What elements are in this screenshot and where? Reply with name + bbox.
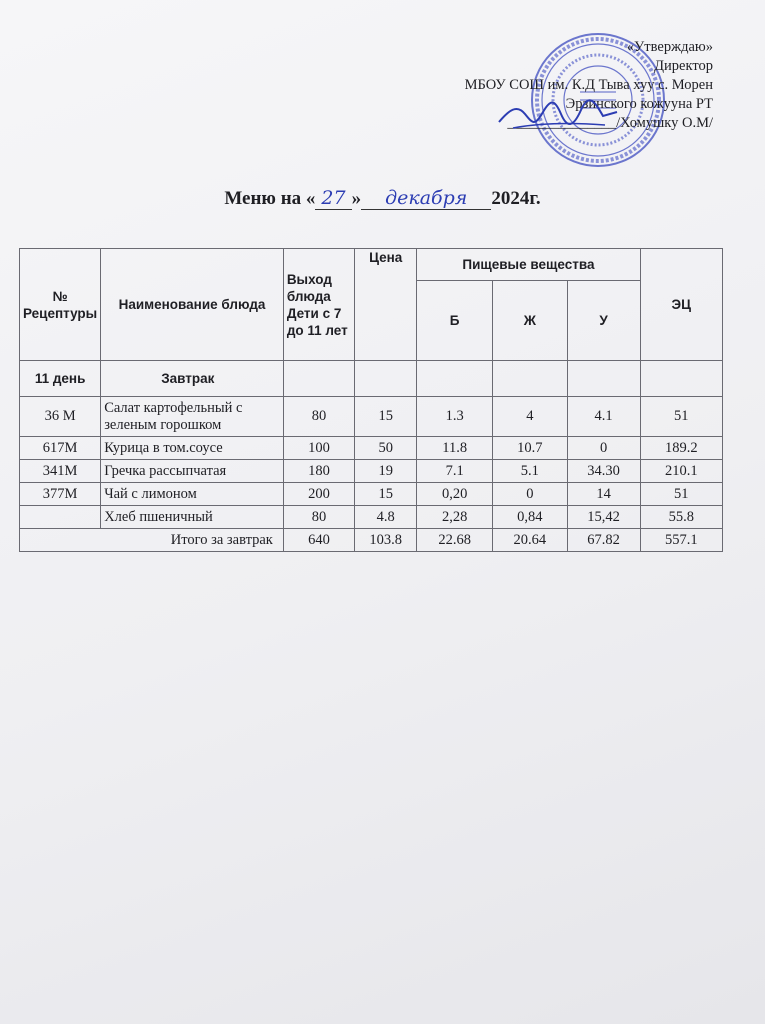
title-year: 2024г. <box>491 188 541 209</box>
row-protein: 0,20 <box>417 483 493 506</box>
row-recipe: 36 М <box>20 397 101 437</box>
row-fat: 4 <box>493 397 568 437</box>
row-name: Хлеб пшеничный <box>101 506 284 529</box>
handwritten-month: декабря <box>361 187 491 210</box>
table-row <box>20 437 723 460</box>
section-meal: Завтрак <box>101 361 284 397</box>
total-price: 103.8 <box>355 529 417 552</box>
row-energy: 189.2 <box>640 437 722 460</box>
header-yield: Выход блюда Дети с 7 до 11 лет <box>283 249 354 361</box>
row-price: 19 <box>355 460 417 483</box>
row-fat: 0,84 <box>493 506 568 529</box>
approval-school: МБОУ СОШ им. К.Д Тыва хуу с. Морен <box>464 77 713 93</box>
menu-table <box>19 248 723 552</box>
total-row <box>20 529 723 552</box>
table-row <box>20 460 723 483</box>
row-fat: 5.1 <box>493 460 568 483</box>
handwritten-signature-icon <box>495 92 620 136</box>
row-yield: 100 <box>283 437 354 460</box>
row-recipe: 617М <box>20 437 101 460</box>
row-yield: 200 <box>283 483 354 506</box>
table-row <box>20 397 723 437</box>
row-carbs: 34.30 <box>567 460 640 483</box>
header-nutrients: Пищевые вещества <box>417 249 640 281</box>
row-price: 15 <box>355 397 417 437</box>
header-carbs: У <box>567 281 640 361</box>
row-carbs: 4.1 <box>567 397 640 437</box>
row-yield: 180 <box>283 460 354 483</box>
title-middle: » <box>351 188 362 209</box>
header-row <box>20 249 723 281</box>
row-name: Гречка рассыпчатая <box>101 460 284 483</box>
row-price: 4.8 <box>355 506 417 529</box>
total-carbs: 67.82 <box>567 529 640 552</box>
row-recipe: 341М <box>20 460 101 483</box>
row-protein: 2,28 <box>417 506 493 529</box>
row-energy: 210.1 <box>640 460 722 483</box>
title-prefix: Меню на « <box>224 188 316 209</box>
section-day: 11 день <box>20 361 101 397</box>
total-protein: 22.68 <box>417 529 493 552</box>
row-name: Салат картофельный с зеленым горошком <box>101 397 284 437</box>
table-row <box>20 483 723 506</box>
total-label: Итого за завтрак <box>20 529 284 552</box>
table-row <box>20 506 723 529</box>
approval-district: Эрзинского кожууна РТ <box>565 96 713 112</box>
row-name: Чай с лимоном <box>101 483 284 506</box>
handwritten-day: 27 <box>315 187 351 210</box>
header-energy: ЭЦ <box>640 249 722 361</box>
header-fat: Ж <box>493 281 568 361</box>
row-carbs: 0 <box>567 437 640 460</box>
row-energy: 55.8 <box>640 506 722 529</box>
header-price: Цена <box>355 249 417 361</box>
section-row <box>20 361 723 397</box>
approval-signatory: _______________/Хомушку О.М/ <box>507 115 713 131</box>
header-recipe: № Рецептуры <box>20 249 101 361</box>
total-energy: 557.1 <box>640 529 722 552</box>
row-price: 15 <box>355 483 417 506</box>
approval-heading: «Утверждаю» <box>626 39 713 55</box>
row-yield: 80 <box>283 506 354 529</box>
total-yield: 640 <box>283 529 354 552</box>
row-protein: 11.8 <box>417 437 493 460</box>
row-recipe: 377М <box>20 483 101 506</box>
approval-position: Директор <box>654 58 713 74</box>
row-price: 50 <box>355 437 417 460</box>
row-protein: 7.1 <box>417 460 493 483</box>
row-fat: 10.7 <box>493 437 568 460</box>
row-energy: 51 <box>640 397 722 437</box>
row-recipe <box>20 506 101 529</box>
menu-title <box>0 187 765 210</box>
row-name: Курица в том.соусе <box>101 437 284 460</box>
row-fat: 0 <box>493 483 568 506</box>
header-protein: Б <box>417 281 493 361</box>
total-fat: 20.64 <box>493 529 568 552</box>
row-protein: 1.3 <box>417 397 493 437</box>
row-carbs: 15,42 <box>567 506 640 529</box>
row-yield: 80 <box>283 397 354 437</box>
header-name: Наименование блюда <box>101 249 284 361</box>
row-carbs: 14 <box>567 483 640 506</box>
row-energy: 51 <box>640 483 722 506</box>
